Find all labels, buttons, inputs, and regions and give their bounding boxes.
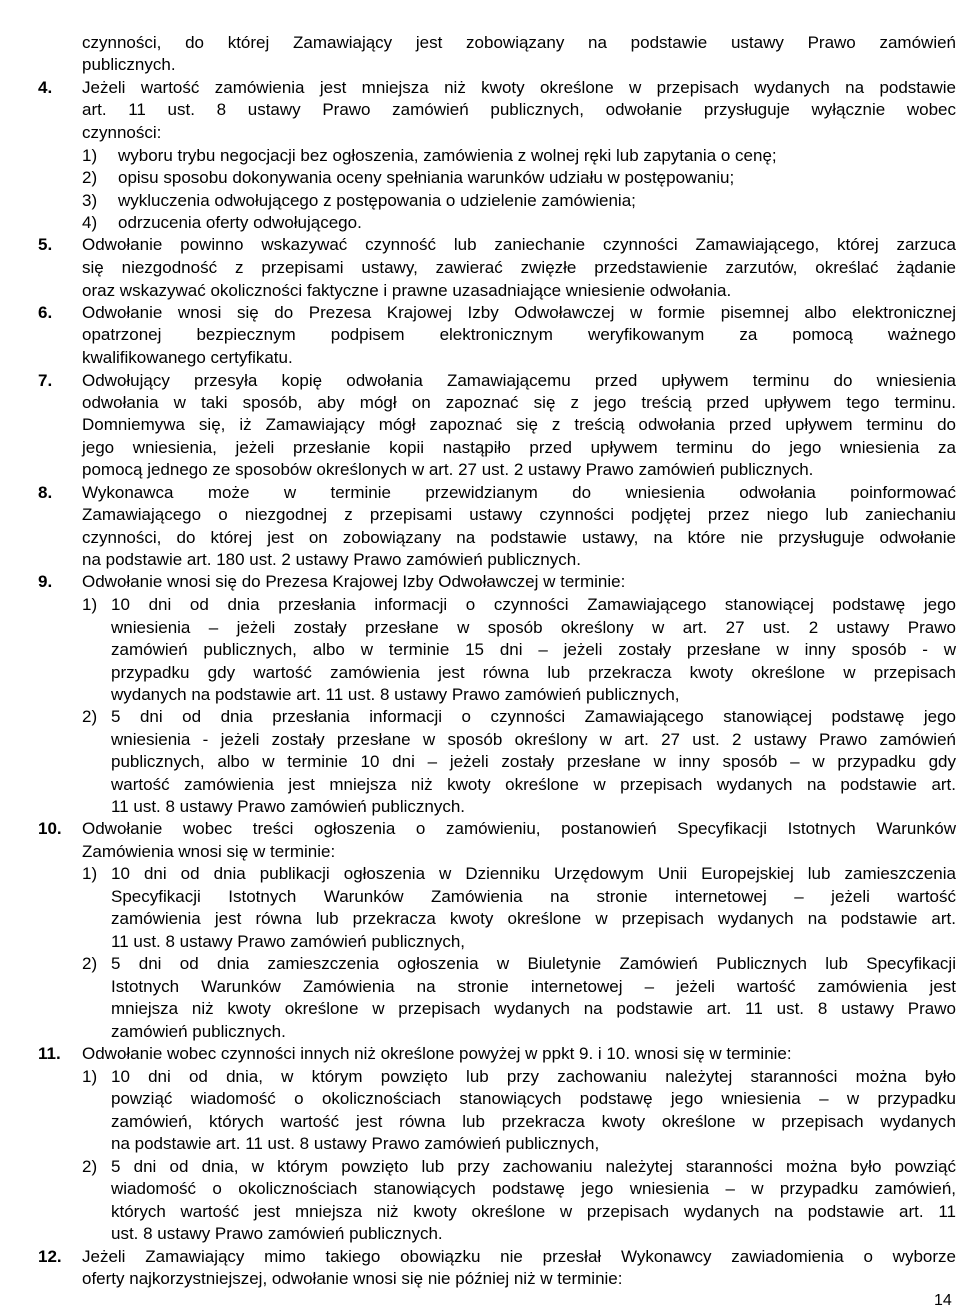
item-number: 8. xyxy=(38,483,53,502)
text-line: 10 dni od dnia publikacji ogłoszenia w Dzienniku Urzędowym Unii Europejskiej lub zamieszczenia xyxy=(111,864,956,883)
text-line: się niezgodność z przepisami ustawy, zawierać zwięzłe przedstawienie zarzutów, określać żądanie xyxy=(82,258,956,277)
text-line: Odwołanie wobec czynności innych niż określone powyżej w ppkt 9. i 10. wnosi się w terminie: xyxy=(82,1044,792,1063)
text-line: wydanych na podstawie art. 11 ust. 8 ustawy Prawo zamówień publicznych, xyxy=(111,685,680,704)
sub-item-number: 1) xyxy=(82,146,98,165)
text-line: oraz wskazywać okoliczności faktyczne i prawne uzasadniające wniesienie odwołania. xyxy=(82,281,732,300)
item-number: 5. xyxy=(38,235,53,254)
text-line: zamówień publicznych. xyxy=(111,1022,286,1041)
item-number: 12. xyxy=(38,1247,62,1266)
text-line: Jeżeli wartość zamówienia jest mniejsza niż kwoty określone w przepisach wydanych na podstawie xyxy=(82,78,956,97)
text-line: 5 dni od dnia zamieszczenia ogłoszenia w Biuletynie Zamówień Publicznych lub Specyfikacji xyxy=(111,954,956,973)
text-line: art. 11 ust. 8 ustawy Prawo zamówień publicznych, odwołanie przysługuje wyłącznie wobec xyxy=(82,100,956,119)
text-line: wniesienia – jeżeli zostały przesłane w sposób określony w art. 27 ust. 2 ustawy Prawo xyxy=(111,618,956,637)
sub-item-number: 3) xyxy=(82,191,98,210)
text-line: Domniemywa się, iż Zamawiający mógł zapoznać się z treścią odwołania przed upływem terminu do xyxy=(82,415,956,434)
text-line: czynności, do której jest on zobowiązany na podstawie ustawy, na które nie przysługuje odwołanie xyxy=(82,528,956,547)
text-line: wartość zamówienia jest mniejsza niż kwoty określone w przepisach wydanych na podstawie art. xyxy=(111,775,956,794)
text-line: odrzucenia oferty odwołującego. xyxy=(118,213,362,232)
text-line: odwołania w taki sposób, aby mógł on zapoznać się z jego treścią przed upływem tego terminu. xyxy=(82,393,956,412)
sub-item-number: 1) xyxy=(82,864,98,883)
text-line: Jeżeli Zamawiający mimo takiego obowiązku nie przesłał Wykonawcy zawiadomienia o wyborze xyxy=(82,1247,956,1266)
sub-item-number: 2) xyxy=(82,707,98,726)
sub-item-number: 2) xyxy=(82,1157,98,1176)
text-line: Odwołanie wnosi się do Prezesa Krajowej Izby Odwoławczej w formie pisemnej albo elektronicznej xyxy=(82,303,956,322)
text-line: Istotnych Warunków Zamówienia na stronie internetowej – jeżeli wartość zamówienia jest xyxy=(111,977,956,996)
text-line: opisu sposobu dokonywania oceny spełniania warunków udziału w postępowaniu; xyxy=(118,168,735,187)
text-line: 10 dni od dnia, w którym powzięto lub przy zachowaniu należytej staranności można było xyxy=(111,1067,956,1086)
text-line: zamówienia jest równa lub przekracza kwoty określone w przepisach wydanych na podstawie art. xyxy=(111,909,956,928)
text-line: zamówień, których wartość jest równa lub przekracza kwoty określone w przepisach wydanych xyxy=(111,1112,956,1131)
text-line: na podstawie art. 180 ust. 2 ustawy Prawo zamówień publicznych. xyxy=(82,550,581,569)
text-line: Odwołujący przesyła kopię odwołania Zamawiającemu przed upływem terminu do wniesienia xyxy=(82,371,956,390)
text-line: zamówień publicznych, albo w terminie 15 dni – jeżeli zostały przesłane w inny sposób - w xyxy=(111,640,956,659)
text-line: 10 dni od dnia przesłania informacji o czynności Zamawiającego stanowiącej podstawę jego xyxy=(111,595,956,614)
text-line: 11 ust. 8 ustawy Prawo zamówień publicznych. xyxy=(111,797,466,816)
text-line: Odwołanie wobec treści ogłoszenia o zamówieniu, postanowień Specyfikacji Istotnych Warunków xyxy=(82,819,956,838)
sub-item-number: 4) xyxy=(82,213,98,232)
text-line: wyboru trybu negocjacji bez ogłoszenia, zamówienia z wolnej ręki lub zapytania o cenę; xyxy=(118,146,777,165)
sub-item-number: 2) xyxy=(82,954,98,973)
text-line: opatrzonej bezpiecznym podpisem elektronicznym weryfikowanym za pomocą ważnego xyxy=(82,325,956,344)
text-line: Wykonawca może w terminie przewidzianym do wniesienia odwołania poinformować xyxy=(82,483,956,502)
text-line: publicznych, albo w terminie 10 dni – jeżeli zostały przesłane w inny sposób – w przypadku gdy xyxy=(111,752,956,771)
text-line: mniejsza niż kwoty określone w przepisach wydanych na podstawie art. 11 ust. 8 ustawy Prawo xyxy=(111,999,956,1018)
item-number: 6. xyxy=(38,303,53,322)
text-line: publicznych. xyxy=(82,55,176,74)
text-line: 11 ust. 8 ustawy Prawo zamówień publicznych, xyxy=(111,932,466,951)
text-line: przypadku gdy wartość zamówienia jest równa lub przekracza kwoty określone w przepisach xyxy=(111,663,956,682)
text-line: 5 dni od dnia przesłania informacji o czynności Zamawiającego stanowiącej podstawę jego xyxy=(111,707,956,726)
page-number: 14 xyxy=(934,1292,952,1309)
item-number: 10. xyxy=(38,819,62,838)
sub-item-number: 1) xyxy=(82,595,98,614)
text-line: oferty najkorzystniejszej, odwołanie wnosi się nie później niż w terminie: xyxy=(82,1269,623,1288)
text-line: Zamawiającego o niezgodnej z przepisami ustawy czynności podjętej przez niego lub zaniechaniu xyxy=(82,505,956,524)
item-number: 7. xyxy=(38,371,53,390)
item-number: 11. xyxy=(38,1044,61,1063)
text-line: pomocą jednego ze sposobów określonych w art. 27 ust. 2 ustawy Prawo zamówień publicznych. xyxy=(82,460,814,479)
item-number: 9. xyxy=(38,572,53,591)
text-line: 5 dni od dnia, w którym powzięto lub przy zachowaniu należytej staranności można było powziąć xyxy=(111,1157,956,1176)
text-line: czynności: xyxy=(82,123,162,142)
text-line: Odwołanie wnosi się do Prezesa Krajowej Izby Odwoławczej w terminie: xyxy=(82,572,626,591)
text-line: kwalifikowanego certyfikatu. xyxy=(82,348,293,367)
sub-item-number: 2) xyxy=(82,168,98,187)
text-line: wiadomość o okolicznościach stanowiących podstawę jego wniesienia – w przypadku zamówień, xyxy=(111,1179,956,1198)
sub-item-number: 1) xyxy=(82,1067,98,1086)
text-line: powziąć wiadomość o okolicznościach stanowiących podstawę jego wniesienia – w przypadku xyxy=(111,1089,956,1108)
text-line: jego wniesienia, jeżeli przesłanie kopii nastąpiło przed upływem terminu do jego wniesienia za xyxy=(82,438,956,457)
text-line: wykluczenia odwołującego z postępowania o udzielenie zamówienia; xyxy=(118,191,636,210)
text-line: Specyfikacji Istotnych Warunków Zamówienia na stronie internetowej – jeżeli wartość xyxy=(111,887,956,906)
text-line: czynności, do której Zamawiający jest zobowiązany na podstawie ustawy Prawo zamówień xyxy=(82,33,956,52)
text-line: których wartość jest mniejsza niż kwoty określone w przepisach wydanych na podstawie art. 11 xyxy=(111,1202,956,1221)
text-line: na podstawie art. 11 ust. 8 ustawy Prawo zamówień publicznych, xyxy=(111,1134,600,1153)
text-line: ust. 8 ustawy Prawo zamówień publicznych. xyxy=(111,1224,443,1243)
text-line: Odwołanie powinno wskazywać czynność lub zaniechanie czynności Zamawiającego, której zarzuca xyxy=(82,235,956,254)
text-line: wniesienia - jeżeli zostały przesłane w sposób określony w art. 27 ust. 2 ustawy Prawo zamówień xyxy=(111,730,956,749)
item-number: 4. xyxy=(38,78,53,97)
text-line: Zamówienia wnosi się w terminie: xyxy=(82,842,336,861)
